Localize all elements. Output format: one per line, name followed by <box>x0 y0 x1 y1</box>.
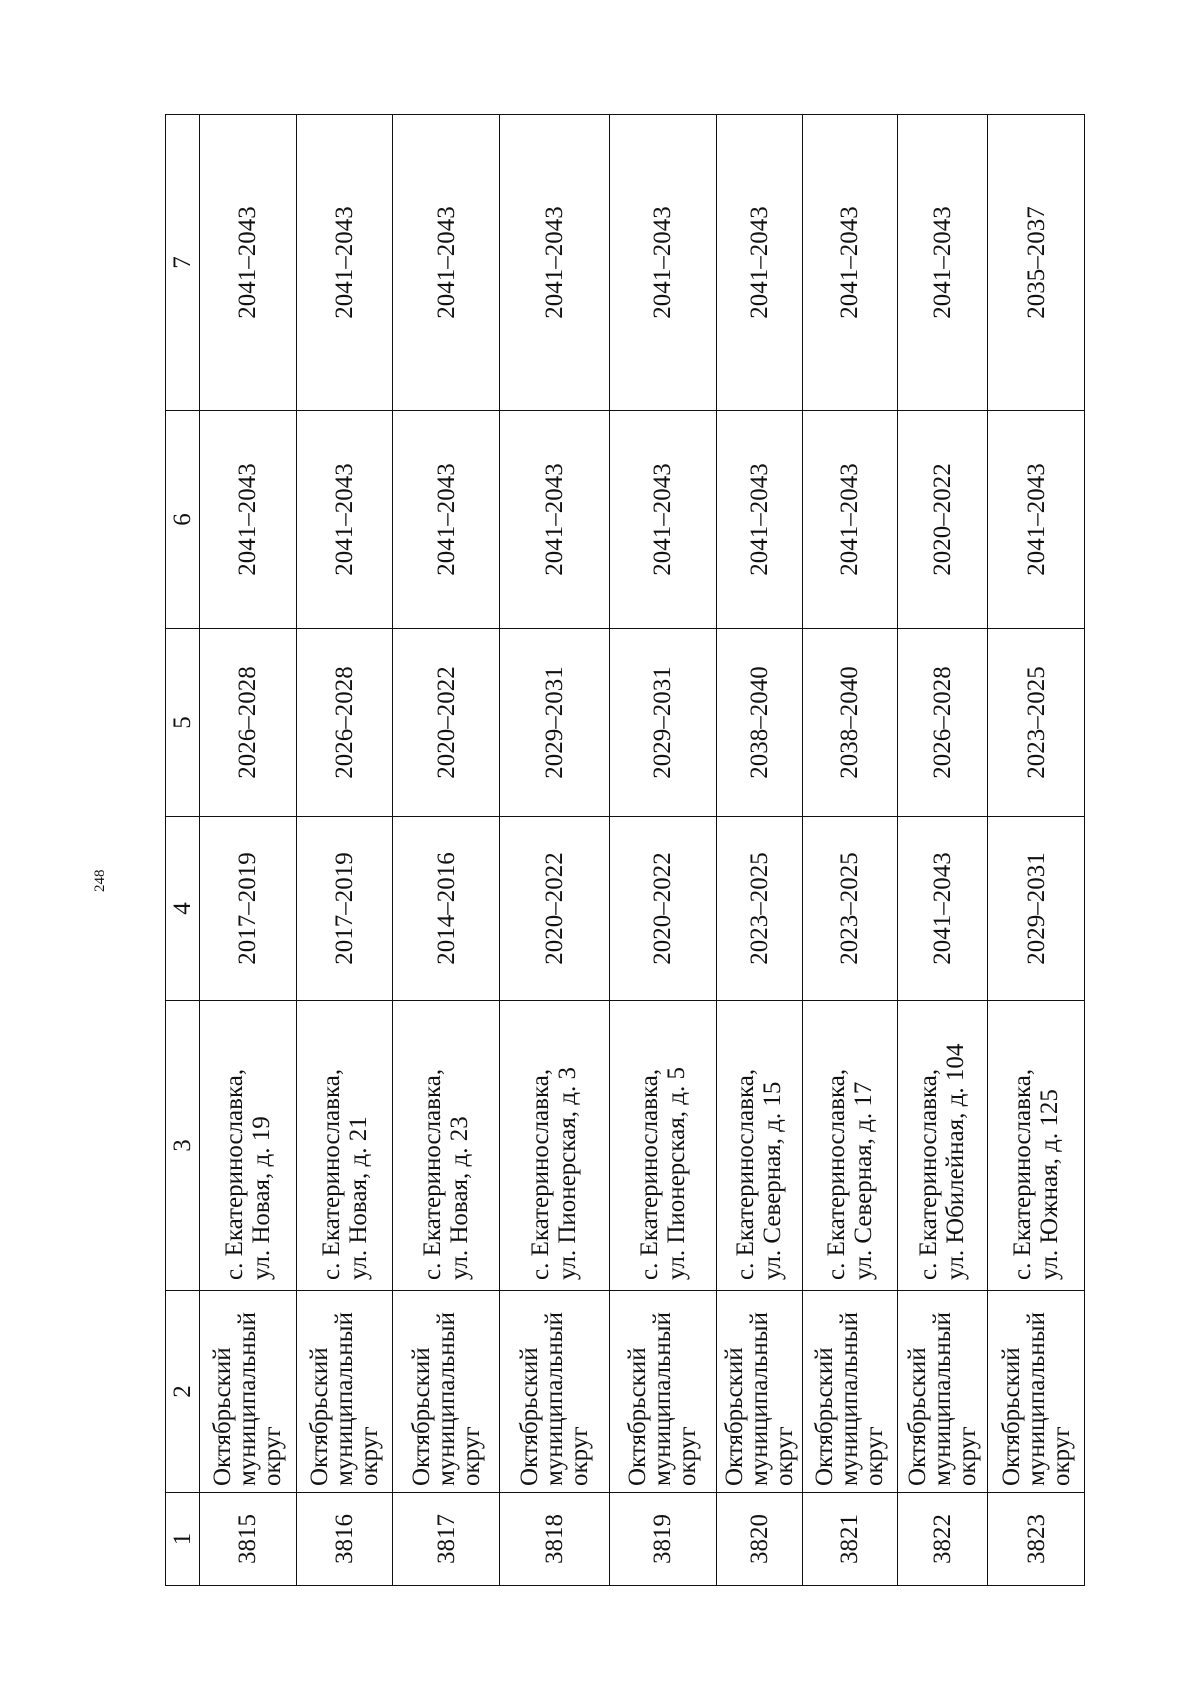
period-cell-c4: 2017–2019 <box>296 817 393 1001</box>
row-number-cell: 3823 <box>988 1493 1085 1586</box>
district-line: муниципальный <box>745 1312 773 1486</box>
row-number-cell: 3818 <box>500 1493 609 1586</box>
period-cell-c4: 2017–2019 <box>199 817 296 1001</box>
period-cell-c4: 2020–2022 <box>609 817 716 1001</box>
district-line: муниципальный <box>540 1312 568 1486</box>
district-line: округ <box>356 1426 384 1486</box>
period-cell-c6: 2041–2043 <box>802 411 897 629</box>
row-number-cell: 3822 <box>897 1493 988 1586</box>
district-line: муниципальный <box>649 1312 677 1486</box>
district-line: округ <box>457 1426 485 1486</box>
district-cell <box>296 1291 393 1493</box>
district-line: Октябрьский <box>997 1347 1025 1486</box>
period-cell-c7: 2041–2043 <box>393 115 500 411</box>
table-body <box>166 115 1085 1586</box>
period-cell-c5: 2026–2028 <box>296 629 393 817</box>
address-cell <box>897 1001 988 1291</box>
district-cell <box>609 1291 716 1493</box>
period-cell-c5: 2020–2022 <box>393 629 500 817</box>
district-line: муниципальный <box>331 1312 359 1486</box>
district-line: муниципальный <box>836 1312 864 1486</box>
period-cell-c6: 2020–2022 <box>897 411 988 629</box>
address-line: с. Екатеринославка, <box>527 1068 555 1280</box>
address-line: с. Екатеринославка, <box>1009 1068 1037 1280</box>
period-cell-c5: 2026–2028 <box>199 629 296 817</box>
page-number: 248 <box>92 869 108 892</box>
row-number-cell: 3816 <box>296 1493 393 1586</box>
address-cell <box>393 1001 500 1291</box>
district-line: Октябрьский <box>209 1347 237 1486</box>
period-cell-c6: 2041–2043 <box>500 411 609 629</box>
period-cell-c7: 2041–2043 <box>296 115 393 411</box>
header-cell: 2 <box>166 1291 200 1493</box>
address-cell <box>802 1001 897 1291</box>
period-cell-c7: 2041–2043 <box>500 115 609 411</box>
period-cell-c5: 2029–2031 <box>500 629 609 817</box>
address-cell <box>199 1001 296 1291</box>
district-line: Октябрьский <box>811 1347 839 1486</box>
period-cell-c5: 2023–2025 <box>988 629 1085 817</box>
period-cell-c5: 2026–2028 <box>897 629 988 817</box>
district-line: округ <box>1047 1426 1075 1486</box>
table-row <box>716 115 802 1586</box>
address-line: с. Екатеринославка, <box>915 1068 943 1280</box>
district-line: округ <box>674 1426 702 1486</box>
period-cell-c7: 2041–2043 <box>716 115 802 411</box>
row-number-cell: 3820 <box>716 1493 802 1586</box>
address-cell <box>500 1001 609 1291</box>
period-cell-c7: 2041–2043 <box>609 115 716 411</box>
address-line: ул. Новая, д. 19 <box>247 1116 275 1280</box>
address-cell <box>988 1001 1085 1291</box>
address-line: с. Екатеринославка, <box>822 1068 850 1280</box>
header-cell: 5 <box>166 629 200 817</box>
header-row <box>166 115 200 1586</box>
address-line: с. Екатеринославка, <box>317 1068 345 1280</box>
period-cell-c5: 2038–2040 <box>802 629 897 817</box>
district-cell <box>716 1291 802 1493</box>
address-cell <box>716 1001 802 1291</box>
address-line: с. Екатеринославка, <box>419 1068 447 1280</box>
period-cell-c4: 2020–2022 <box>500 817 609 1001</box>
period-cell-c6: 2041–2043 <box>393 411 500 629</box>
period-cell-c7: 2041–2043 <box>199 115 296 411</box>
period-cell-c4: 2023–2025 <box>802 817 897 1001</box>
address-line: с. Екатеринославка, <box>732 1068 760 1280</box>
address-line: ул. Северная, д. 15 <box>759 1081 787 1280</box>
district-cell <box>199 1291 296 1493</box>
period-cell-c5: 2029–2031 <box>609 629 716 817</box>
district-line: муниципальный <box>432 1312 460 1486</box>
period-cell-c6: 2041–2043 <box>988 411 1085 629</box>
district-line: округ <box>259 1426 287 1486</box>
district-line: Октябрьский <box>515 1347 543 1486</box>
period-cell-c6: 2041–2043 <box>296 411 393 629</box>
table-row <box>296 115 393 1586</box>
row-number-cell: 3815 <box>199 1493 296 1586</box>
address-cell <box>296 1001 393 1291</box>
row-number-cell: 3817 <box>393 1493 500 1586</box>
address-cell <box>609 1001 716 1291</box>
address-line: ул. Новая, д. 21 <box>344 1116 372 1280</box>
table-row <box>199 115 296 1586</box>
header-cell: 1 <box>166 1493 200 1586</box>
schedule-table <box>165 114 1085 1586</box>
district-cell <box>988 1291 1085 1493</box>
header-cell: 7 <box>166 115 200 411</box>
period-cell-c6: 2041–2043 <box>199 411 296 629</box>
row-number-cell: 3819 <box>609 1493 716 1586</box>
table-row <box>988 115 1085 1586</box>
row-number-cell: 3821 <box>802 1493 897 1586</box>
address-line: ул. Пионерская, д. 5 <box>662 1067 690 1280</box>
table-row <box>500 115 609 1586</box>
header-cell: 6 <box>166 411 200 629</box>
district-line: Октябрьский <box>624 1347 652 1486</box>
district-line: округ <box>953 1426 981 1486</box>
district-line: Октябрьский <box>903 1347 931 1486</box>
district-line: муниципальный <box>234 1312 262 1486</box>
district-line: муниципальный <box>928 1312 956 1486</box>
address-line: ул. Северная, д. 17 <box>849 1081 877 1280</box>
district-cell <box>393 1291 500 1493</box>
header-cell: 3 <box>166 1001 200 1291</box>
address-line: ул. Пионерская, д. 3 <box>554 1067 582 1280</box>
table-row <box>393 115 500 1586</box>
district-line: округ <box>565 1426 593 1486</box>
period-cell-c6: 2041–2043 <box>716 411 802 629</box>
table-row <box>802 115 897 1586</box>
period-cell-c4: 2014–2016 <box>393 817 500 1001</box>
district-line: Октябрьский <box>306 1347 334 1486</box>
table-row <box>609 115 716 1586</box>
period-cell-c7: 2041–2043 <box>802 115 897 411</box>
period-cell-c7: 2035–2037 <box>988 115 1085 411</box>
period-cell-c4: 2041–2043 <box>897 817 988 1001</box>
table-row <box>897 115 988 1586</box>
address-line: с. Екатеринославка, <box>220 1068 248 1280</box>
rotated-table-container <box>165 115 1085 1586</box>
address-line: ул. Южная, д. 125 <box>1036 1089 1064 1280</box>
district-cell <box>802 1291 897 1493</box>
period-cell-c5: 2038–2040 <box>716 629 802 817</box>
period-cell-c4: 2029–2031 <box>988 817 1085 1001</box>
district-line: Октябрьский <box>407 1347 435 1486</box>
district-cell <box>500 1291 609 1493</box>
district-line: округ <box>770 1426 798 1486</box>
district-line: округ <box>861 1426 889 1486</box>
period-cell-c4: 2023–2025 <box>716 817 802 1001</box>
address-line: ул. Юбилейная, д. 104 <box>942 1043 970 1280</box>
district-line: Октябрьский <box>720 1347 748 1486</box>
header-cell: 4 <box>166 817 200 1001</box>
period-cell-c6: 2041–2043 <box>609 411 716 629</box>
address-line: с. Екатеринославка, <box>635 1068 663 1280</box>
district-cell <box>897 1291 988 1493</box>
district-line: муниципальный <box>1022 1312 1050 1486</box>
address-line: ул. Новая, д. 23 <box>446 1116 474 1280</box>
period-cell-c7: 2041–2043 <box>897 115 988 411</box>
